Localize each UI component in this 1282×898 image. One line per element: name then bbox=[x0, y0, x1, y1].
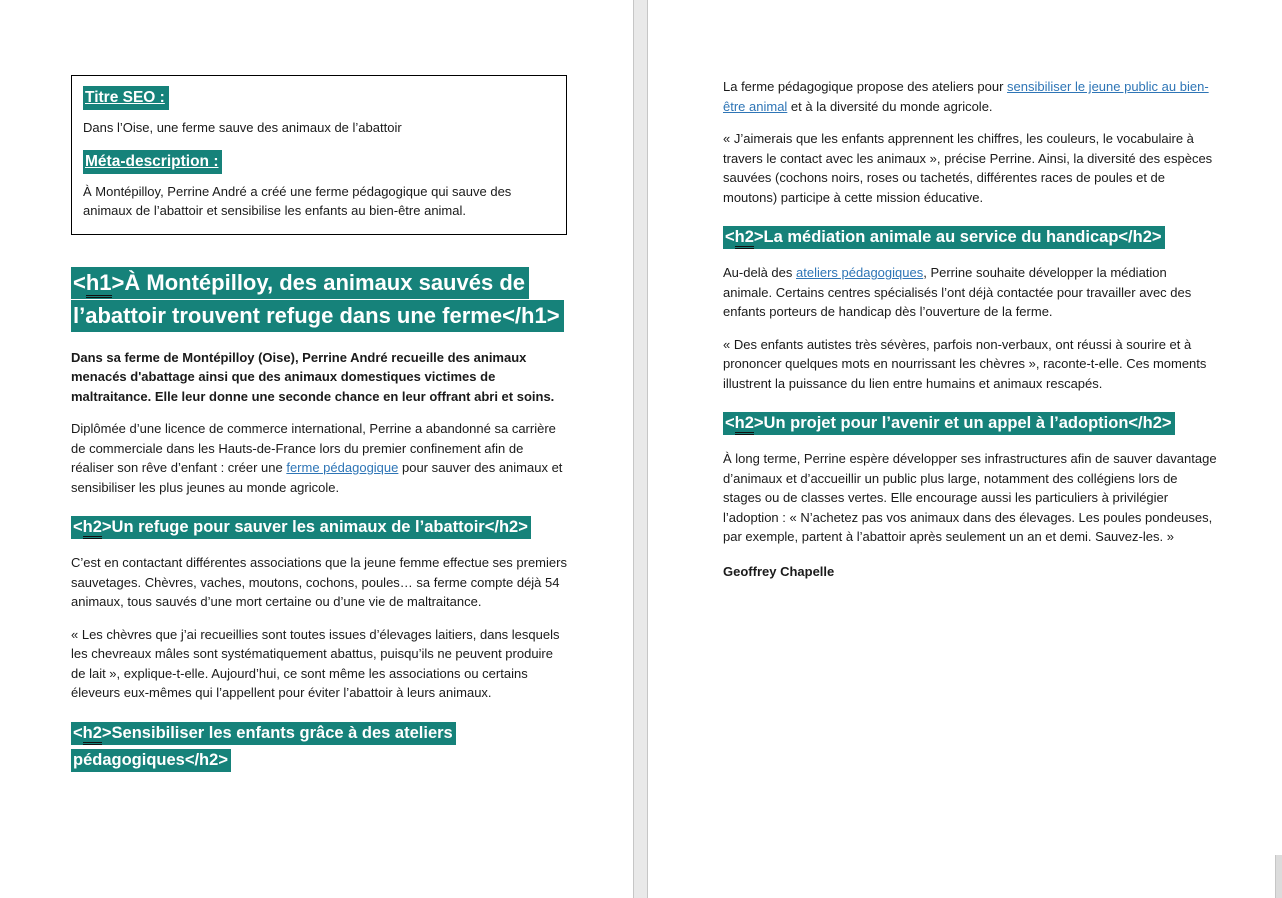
avenir-paragraph: À long terme, Perrine espère développer ses infrastructures afin de sauver davantage d’animaux et d’accueillir un public plus large, notamment des collégiens lors de stages ou de classes vertes. Elle encourage aussi les particuliers à privilégier l’adoption : « N’achetez pas vos animaux dans des élevages. Les poules pondeuses, par exemple, partent à l’abattoir après seulement un an et demi. Sauvez-les. » bbox=[723, 451, 1217, 544]
autistes-quote-paragraph: « Des enfants autistes très sévères, parfois non-verbaux, ont réussi à sourire et à prononcer quelques mots en nourrissant les chèvres », raconte-t-elle. Ces moments illustrent la puissance du lien entre humains et animaux rescapés. bbox=[723, 336, 1207, 391]
ateliers-text-pre: La ferme pédagogique propose des ateliers pour bbox=[723, 79, 1008, 94]
ateliers-text-post: et à la diversité du monde agricole. bbox=[787, 98, 993, 114]
h1-open-bracket: < bbox=[73, 269, 86, 295]
link-ateliers-pedagogiques[interactable]: ateliers pédagogiques bbox=[796, 265, 924, 280]
h2-open-bracket: < bbox=[73, 723, 83, 742]
seo-box bbox=[71, 75, 567, 235]
seo-title-label: Titre SEO : bbox=[83, 86, 169, 110]
intro-paragraph bbox=[71, 419, 567, 497]
chevres-quote-paragraph: « Les chèvres que j’ai recueillies sont toutes issues d’élevages laitiers, dans lesquels les chevreaux mâles sont systématiquement abattus, puisqu’ils ne peuvent produire de lait », explique-t-elle. Aujourd’hui, ce sont même les associations ou certains éleveurs eux-mêmes qui l’appellent pour éviter l’abattoir à leurs animaux. bbox=[71, 626, 560, 700]
link-sensibiliser-jeune-public[interactable]: sensibiliser le jeune public au bien-être animal bbox=[723, 79, 1209, 114]
h1-heading-text: >À Montépilloy, des animaux sauvés de l’abattoir trouvent refuge dans une ferme</h1> bbox=[73, 269, 560, 328]
page-right bbox=[723, 0, 1219, 594]
h2-open-bracket: < bbox=[725, 228, 735, 246]
author-byline: Geoffrey Chapelle bbox=[723, 563, 835, 579]
mediation-paragraph bbox=[723, 263, 1219, 322]
h2-mediation-heading bbox=[723, 224, 1219, 251]
mediation-text-post: , Perrine souhaite développer la médiation animale. Certains centres spécialisés l’ont déjà contactée pour travailler avec des enfants porteurs de handicap dès l’ouverture de la ferme. bbox=[723, 265, 1192, 319]
vertical-scrollbar[interactable] bbox=[1275, 855, 1282, 898]
intro-text-post: pour sauver des animaux et sensibiliser les plus jeunes au monde agricole. bbox=[71, 460, 563, 495]
h2-refuge-text: >Un refuge pour sauver les animaux de l’abattoir</h2> bbox=[101, 518, 528, 536]
h2-tag-spellcheck-mark: h2 bbox=[83, 518, 102, 539]
intro-text-pre: Diplômée d’une licence de commerce international, Perrine a abandonné sa carrière de commerciale dans les Hauts-de-France lors du premier confinement afin de réaliser son rêve d’enfant : créer une bbox=[71, 421, 556, 475]
article-h1-heading bbox=[71, 266, 567, 333]
mediation-text-pre: Au-delà des bbox=[723, 265, 796, 280]
h2-open-bracket: < bbox=[725, 414, 735, 432]
meta-description-value: À Montépilloy, Perrine André a créé une ferme pédagogique qui sauve des animaux de l’abattoir et sensibilise les enfants au bien-être animal. bbox=[83, 183, 512, 218]
seo-title-value: Dans l’Oise, une ferme sauve des animaux de l’abattoir bbox=[83, 120, 402, 135]
lead-paragraph: Dans sa ferme de Montépilloy (Oise), Perrine André recueille des animaux menacés d'abattage ainsi que des animaux domestiques victimes de maltraitance. Elle leur donne une seconde chance en leur offrant abri et soins. bbox=[71, 349, 555, 404]
h2-tag-spellcheck-mark: h2 bbox=[83, 724, 102, 745]
h2-projet-text: >Un projet pour l’avenir et un appel à l’adoption</h2> bbox=[753, 414, 1172, 432]
chiffres-quote-paragraph: « J’aimerais que les enfants apprennent les chiffres, les couleurs, le vocabulaire à travers le contact avec les animaux », précise Perrine. Ainsi, la diversité des espèces sauvées (cochons noirs, roses ou tachetés, différentes races de poules et de moutons) participe à cette mission éducative. bbox=[723, 131, 1213, 205]
h2-sensibiliser-heading bbox=[71, 720, 567, 774]
h2-tag-spellcheck-mark: h2 bbox=[735, 228, 754, 249]
h2-refuge-heading bbox=[71, 514, 567, 541]
h2-open-bracket: < bbox=[73, 518, 83, 536]
h2-projet-heading bbox=[723, 410, 1219, 437]
h1-tag-spellcheck-mark: h1 bbox=[86, 270, 112, 298]
ateliers-paragraph bbox=[723, 77, 1219, 116]
h2-sensibiliser-text: >Sensibiliser les enfants grâce à des ateliers pédagogiques</h2> bbox=[73, 723, 453, 769]
h2-mediation-text: >La médiation animale au service du handicap</h2> bbox=[753, 228, 1162, 246]
page-gap-divider bbox=[633, 0, 648, 898]
sauvetages-paragraph: C’est en contactant différentes associations que la jeune femme effectue ses premiers sauvetages. Chèvres, vaches, moutons, cochons, poules… sa ferme compte déjà 54 animaux, tous sauvés d’une mort certaine ou d’une vie de maltraitance. bbox=[71, 555, 567, 609]
page-left bbox=[71, 0, 567, 786]
h2-tag-spellcheck-mark: h2 bbox=[735, 414, 754, 435]
link-ferme-pedagogique[interactable]: ferme pédagogique bbox=[286, 460, 399, 475]
meta-description-label: Méta-description : bbox=[83, 150, 222, 174]
